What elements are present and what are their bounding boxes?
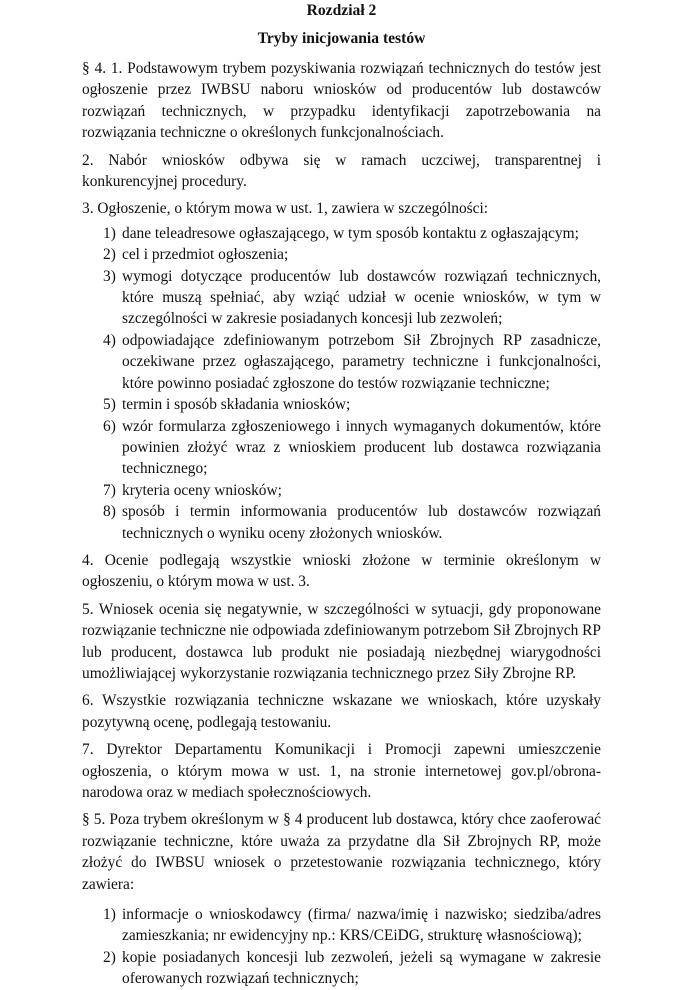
section-4-paragraph-1: § 4. 1. Podstawowym trybem pozyskiwania rozwiązań technicznych do testów jest ogłoszenie przez IWBSU naboru wniosków od producentów lub dostawców rozwiązań technicznych, w przypadku identyfikacji zapotrzebowania na rozwiązania techniczne o określonych funkcjonalnościach. [82, 60, 601, 142]
list-item-text: termin i sposób składania wniosków; [122, 396, 351, 414]
section-4-paragraph-7: 7. Dyrektor Departamentu Komunikacji i Promocji zapewni umieszczenie ogłoszenia, o którym mowa w ust. 1, na stronie internetowej gov.pl/obrona-narodowa oraz w mediach społecznościowych. [82, 741, 601, 801]
list-item-text: sposób i termin informowania producentów lub dostawców rozwiązań technicznych o wyniku oceny złożonych wniosków. [122, 503, 601, 542]
chapter-label: Rozdział 2 [306, 2, 377, 19]
list-item-number: 8) [103, 503, 116, 521]
list-item-text: cel i przedmiot ogłoszenia; [122, 246, 289, 264]
list-item [103, 947, 601, 990]
list-item-number: 7) [103, 481, 116, 499]
section-4-paragraph-2: 2. Nabór wniosków odbywa się w ramach uczciwej, transparentnej i konkurencyjnej procedury. [82, 151, 601, 191]
list-item-number: 2) [103, 246, 116, 264]
list-item [103, 330, 601, 394]
list-item [103, 223, 601, 244]
document-page [82, 0, 601, 990]
list-item [103, 480, 601, 501]
list-item [103, 244, 601, 265]
section-4-paragraph-3-list [82, 223, 601, 544]
list-item-text: dane teleadresowe ogłaszającego, w tym sposób kontaktu z ogłaszającym; [122, 224, 579, 242]
list-item-text: wymogi dotyczące producentów lub dostawców rozwiązań technicznych, które muszą spełniać, aby wziąć udział w ocenie wniosków, w tym w szczególności w zakresie posiadanych koncesji lub zezwoleń; [122, 267, 601, 328]
section-5-intro: § 5. Poza trybem określonym w § 4 producent lub dostawca, który chce zaoferować rozwiązanie techniczne, które uważa za przydatne dla Sił Zbrojnych RP, może złożyć do IWBSU wniosek o przetestowanie rozwiązania technicznego, który zawiera: [82, 811, 601, 893]
list-item-number: 1) [103, 906, 116, 924]
list-item-number: 2) [103, 948, 116, 966]
section-4-paragraph-4: 4. Ocenie podlegają wszystkie wnioski złożone w terminie określonym w ogłoszeniu, o którym mowa w ust. 3. [82, 551, 601, 591]
section-4-paragraph-6: 6. Wszystkie rozwiązania techniczne wskazane we wnioskach, które uzyskały pozytywną ocenę, podlegają testowaniu. [82, 692, 601, 731]
list-item [103, 501, 601, 544]
list-item [103, 266, 601, 330]
list-item-text: wzór formularza zgłoszeniowego i innych wymaganych dokumentów, które powinien złożyć wraz z wnioskiem producent lub dostawca rozwiązania technicznego; [122, 417, 601, 478]
list-item-number: 6) [103, 417, 116, 435]
list-item [103, 904, 601, 947]
list-item-text: informacje o wnioskodawcy (firma/ nazwa/imię i nazwisko; siedziba/adres zamieszkania; nr ewidencyjny np.: KRS/CEiDG, strukturę własnościową); [122, 906, 601, 945]
list-item-text: kopie posiadanych koncesji lub zezwoleń, jeżeli są wymagane w zakresie oferowanych rozwiązań technicznych; [122, 948, 601, 988]
list-item [103, 394, 601, 415]
section-4-paragraph-5: 5. Wniosek ocenia się negatywnie, w szczególności w sytuacji, gdy proponowane rozwiązanie techniczne nie odpowiada zdefiniowanym potrzebom Sił Zbrojnych RP lub producent, dostawca lub produkt nie posiadają niezbędnej wiarygodności umożliwiającej wykorzystanie rozwiązania technicznego przez Siły Zbrojne RP. [82, 600, 601, 682]
list-item-number: 5) [103, 396, 116, 414]
section-5-list [82, 904, 601, 990]
list-item-number: 4) [103, 331, 116, 349]
list-item [103, 416, 601, 480]
chapter-title: Tryby inicjowania testów [257, 30, 426, 47]
list-item-number: 1) [103, 224, 116, 242]
list-item-text: odpowiadające zdefiniowanym potrzebom Sił Zbrojnych RP zasadnicze, oczekiwane przez ogłaszającego, parametry techniczne i funkcjonalności, które powinno posiadać zgłoszone do testów rozwiązanie techniczne; [122, 331, 601, 392]
section-4-paragraph-3: 3. Ogłoszenie, o którym mowa w ust. 1, zawiera w szczególności: [82, 200, 489, 218]
list-item-text: kryteria oceny wniosków; [122, 481, 282, 499]
list-item-number: 3) [103, 267, 116, 285]
